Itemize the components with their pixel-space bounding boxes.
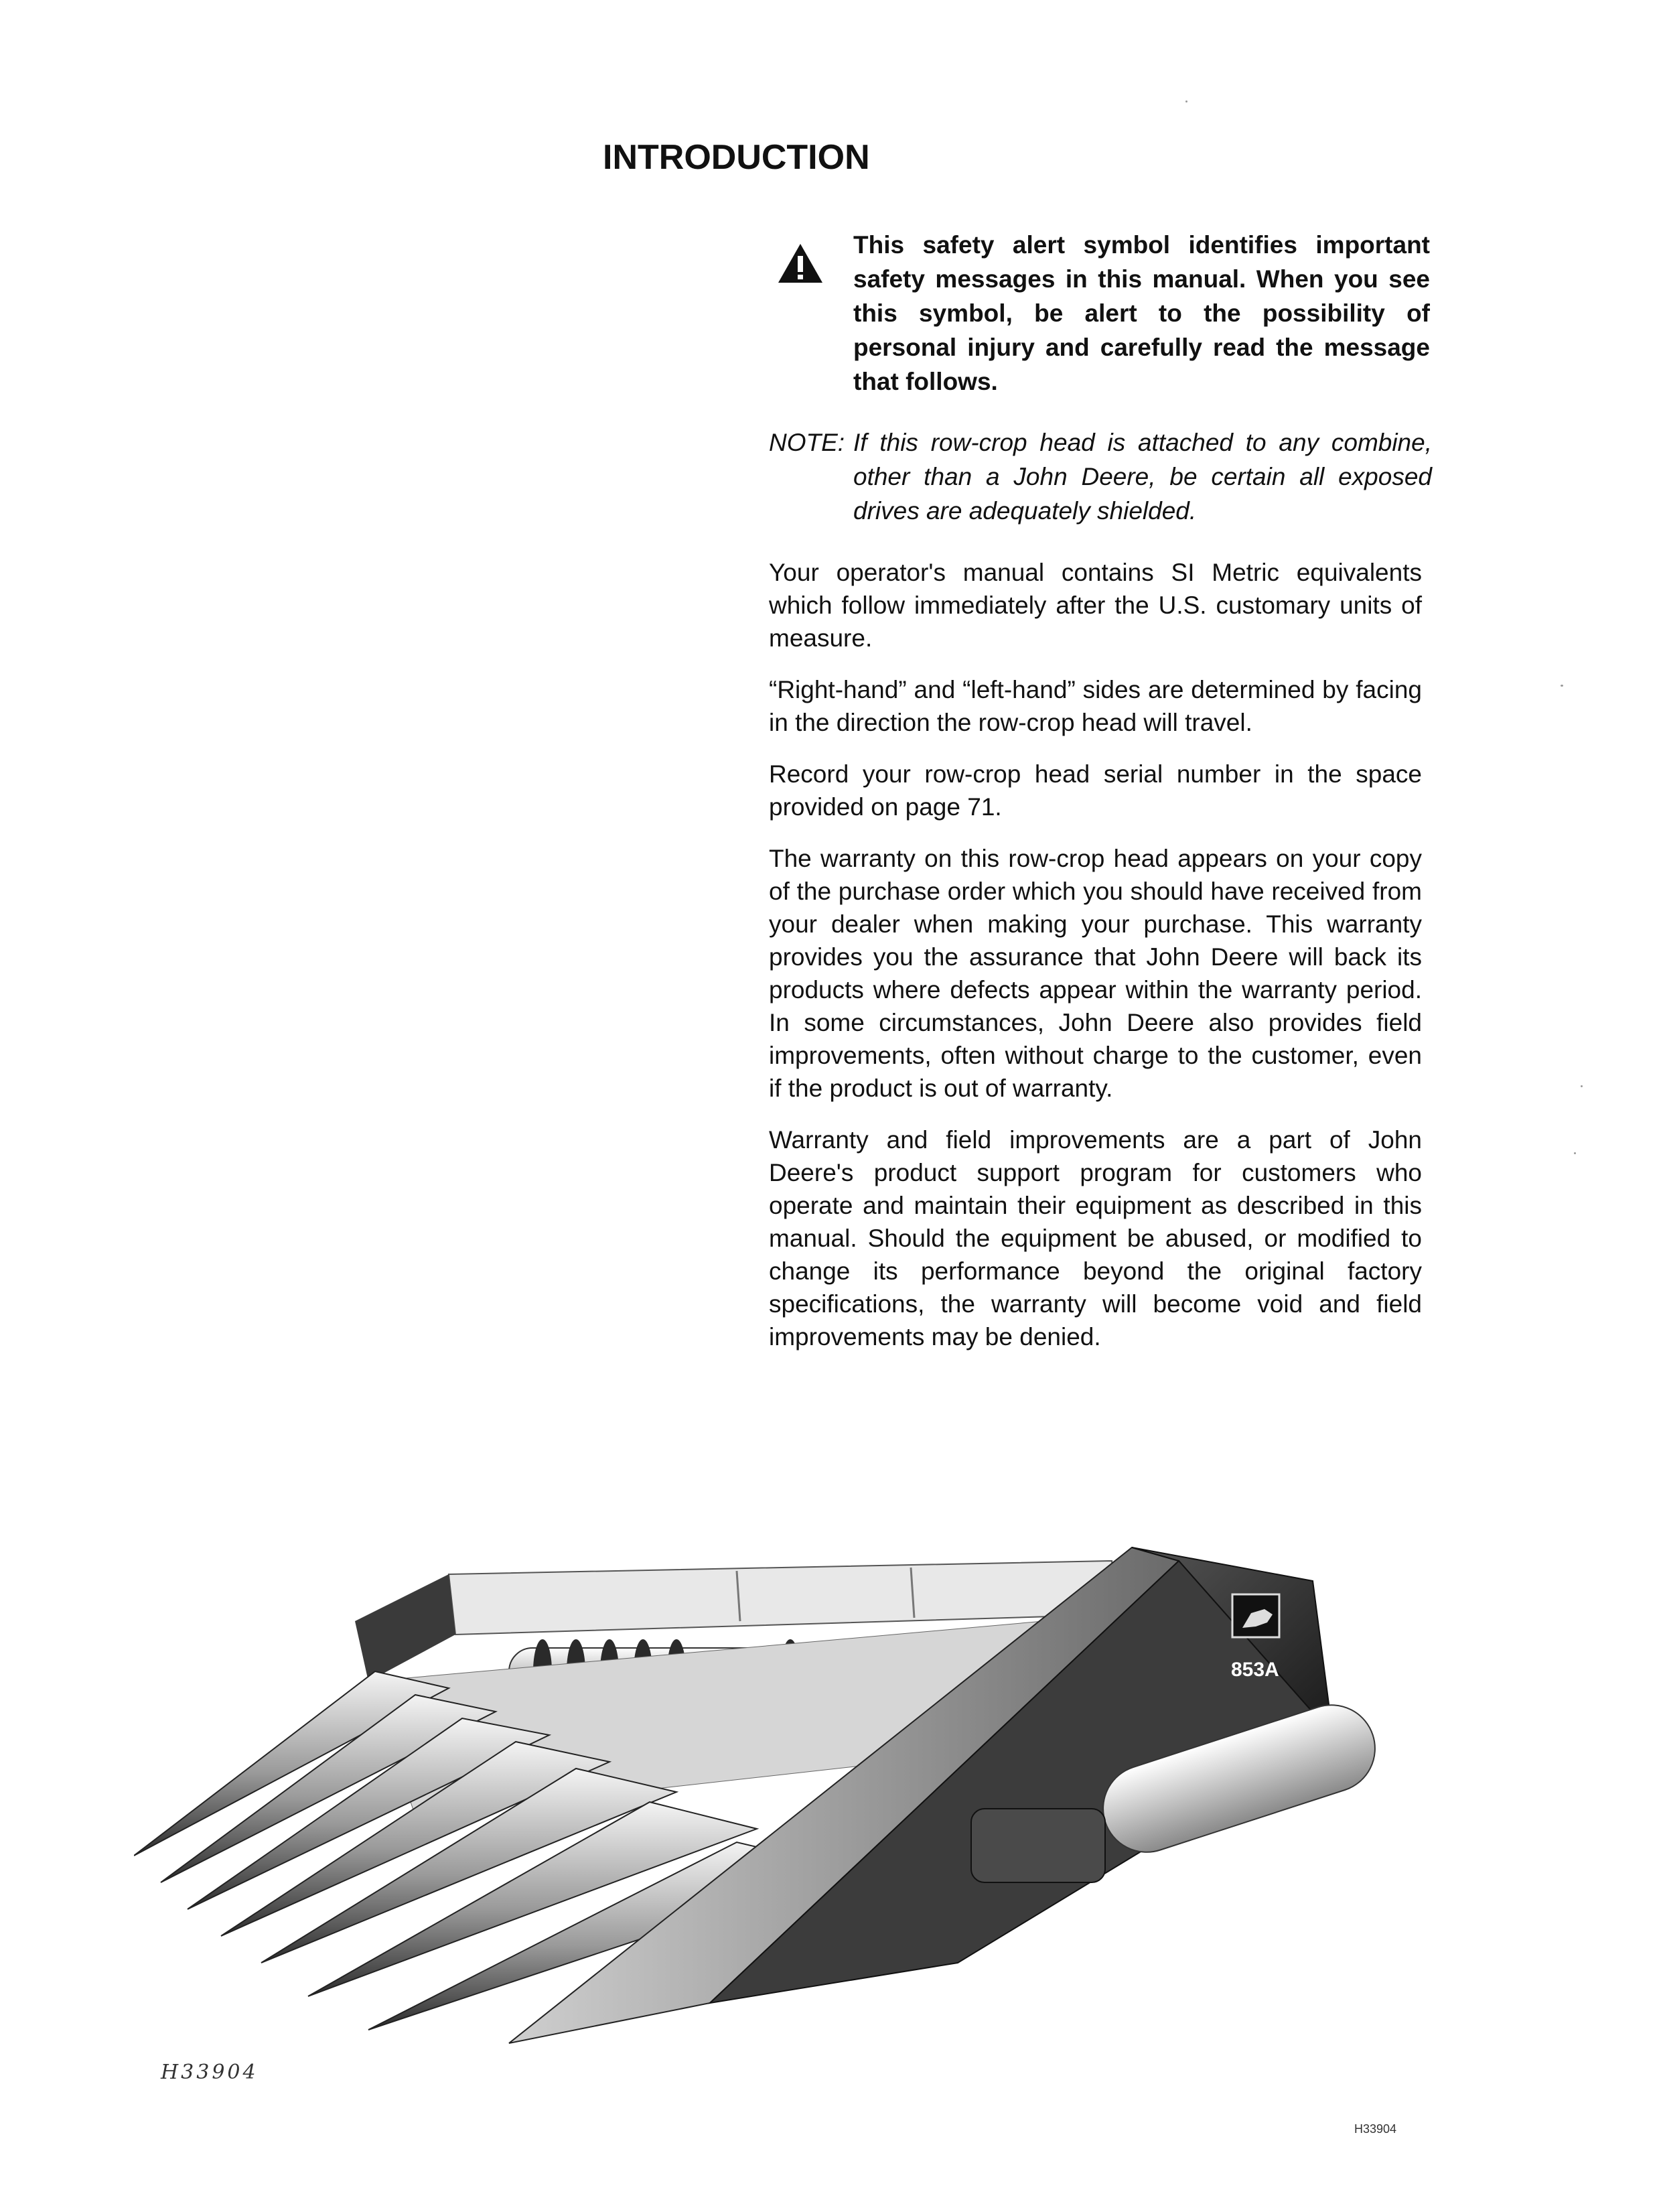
scan-speck — [1185, 100, 1187, 102]
paragraph-sides: “Right-hand” and “left-hand” sides are determined by facing in the direction the row-crop head will travel. — [769, 676, 1422, 736]
paragraph-serial: Record your row-crop head serial number in the space provided on page 71. — [769, 760, 1422, 821]
page-title: INTRODUCTION — [603, 138, 870, 177]
body-text — [769, 556, 1422, 1372]
model-label: 853A — [1231, 1659, 1279, 1681]
scan-speck — [1581, 1085, 1583, 1087]
figure-reference-small: H33904 — [1354, 2122, 1397, 2136]
paragraph-metric: Your operator's manual contains SI Metric equivalents which follow immediately after the U.S. customary units of measure. — [769, 559, 1422, 652]
figure-reference: H33904 — [161, 2061, 259, 2084]
note-block — [769, 425, 1432, 528]
paragraph-field-improvements: Warranty and field improvements are a part of John Deere's product support program for customers who operate and maintain their equipment as described in this manual. Should the equipment be abused, or modified to change its performance beyond the original factory specifications, the warranty will become void and field improvements may be denied. — [769, 1126, 1422, 1351]
paragraph-warranty: The warranty on this row-crop head appears on your copy of the purchase order which you should have received from your dealer when making your purchase. This warranty provides you the assurance that John Deere will back its products where defects appear within the warranty period. In some circumstances, John Deere also provides field improvements, often without charge to the customer, even if the product is out of warranty. — [769, 845, 1422, 1102]
scan-speck — [1561, 685, 1563, 687]
row-crop-head-illustration — [134, 1534, 1393, 2050]
note-label: NOTE: — [769, 429, 845, 456]
safety-alert-text: This safety alert symbol identifies important safety messages in this manual. When you see this symbol, be alert to the possibility of personal injury and carefully read the message that follows. — [853, 231, 1430, 395]
safety-alert-block — [777, 228, 1430, 399]
note-text: If this row-crop head is attached to any combine, other than a John Deere, be certain all exposed drives are adequately shielded. — [853, 429, 1432, 525]
warning-triangle-icon — [777, 243, 824, 284]
scan-speck — [1574, 1152, 1576, 1154]
